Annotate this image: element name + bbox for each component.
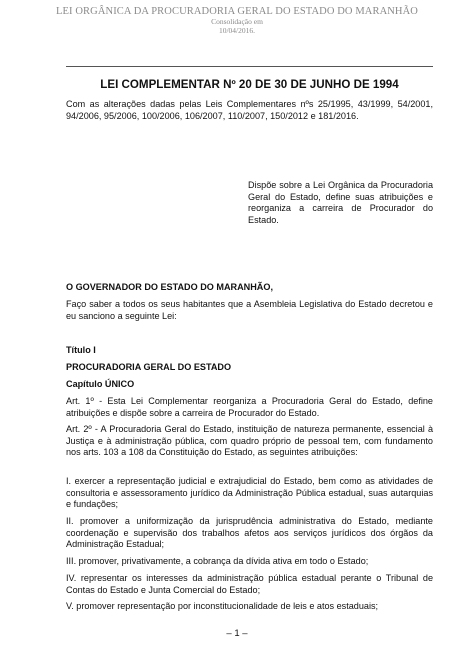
header-consolidation-label: Consolidação em — [211, 17, 263, 26]
header-consolidation-date: 10/04/2016. — [218, 26, 256, 35]
titulo-name: PROCURADORIA GERAL DO ESTADO — [66, 362, 232, 372]
list-item: III. promover, privativamente, a cobrança da dívida ativa em todo o Estado; — [66, 556, 369, 566]
amendments-note: Com as alterações dadas pelas Leis Complementares nºs 25/1995, 43/1999, 54/2001, 94/2006, 95/2006, 100/2006, 106/2007, 110/2007, 150/2012 e 181/2016. — [66, 99, 433, 121]
list-item: V. promover representação por inconstitucionalidade de leis e atos estaduais; — [66, 601, 379, 611]
list-item: I. exercer a representação judicial e extrajudicial do Estado, bem como as atividades de consultoria e assessoramento jurídico da Administração Pública estadual, suas autarquias e fundações; — [66, 476, 433, 510]
page-number: – 1 – — [226, 628, 248, 639]
preamble-heading: O GOVERNADOR DO ESTADO DO MARANHÃO, — [66, 282, 273, 292]
list-item: IV. representar os interesses da administração pública estadual perante o Tribunal de Contas do Estado e Junta Comercial do Estado; — [66, 573, 433, 595]
list-item: II. promover a uniformização da jurisprudência administrativa do Estado, mediante coordenação e supervisão dos trabalhos afetos aos serviços jurídicos dos órgãos da Administração Estadual; — [66, 516, 433, 550]
header-title: LEI ORGÂNICA DA PROCURADORIA GERAL DO ESTADO DO MARANHÃO — [56, 6, 418, 17]
running-header — [0, 6, 474, 35]
ementa: Dispõe sobre a Lei Orgânica da Procuradoria Geral do Estado, define suas atribuições e reorganiza a carreira de Procurador do Estado. — [248, 180, 433, 225]
preamble-text: Faço saber a todos os seus habitantes que a Asembleia Legislativa do Estado decretou e eu sanciono a seguinte Lei: — [66, 299, 433, 321]
law-title: LEI COMPLEMENTAR Nº 20 DE 30 DE JUNHO DE 1994 — [100, 78, 399, 91]
titulo-heading: Título I — [66, 345, 96, 355]
article-2: Art. 2º - A Procuradoria Geral do Estado, instituição de natureza permanente, essencial à Justiça e à administração pública, com quadro próprio de pessoal tem, com fundamento nos arts. 103 a 108 da Constituição do Estado, as seguintes atribuições: — [66, 424, 433, 458]
capitulo-heading: Capítulo ÚNICO — [66, 379, 135, 389]
article-1: Art. 1º - Esta Lei Complementar reorganiza a Procuradoria Geral do Estado, define atribuições e dispõe sobre a carreira de Procurador do Estado. — [66, 396, 433, 418]
header-divider — [66, 66, 433, 67]
